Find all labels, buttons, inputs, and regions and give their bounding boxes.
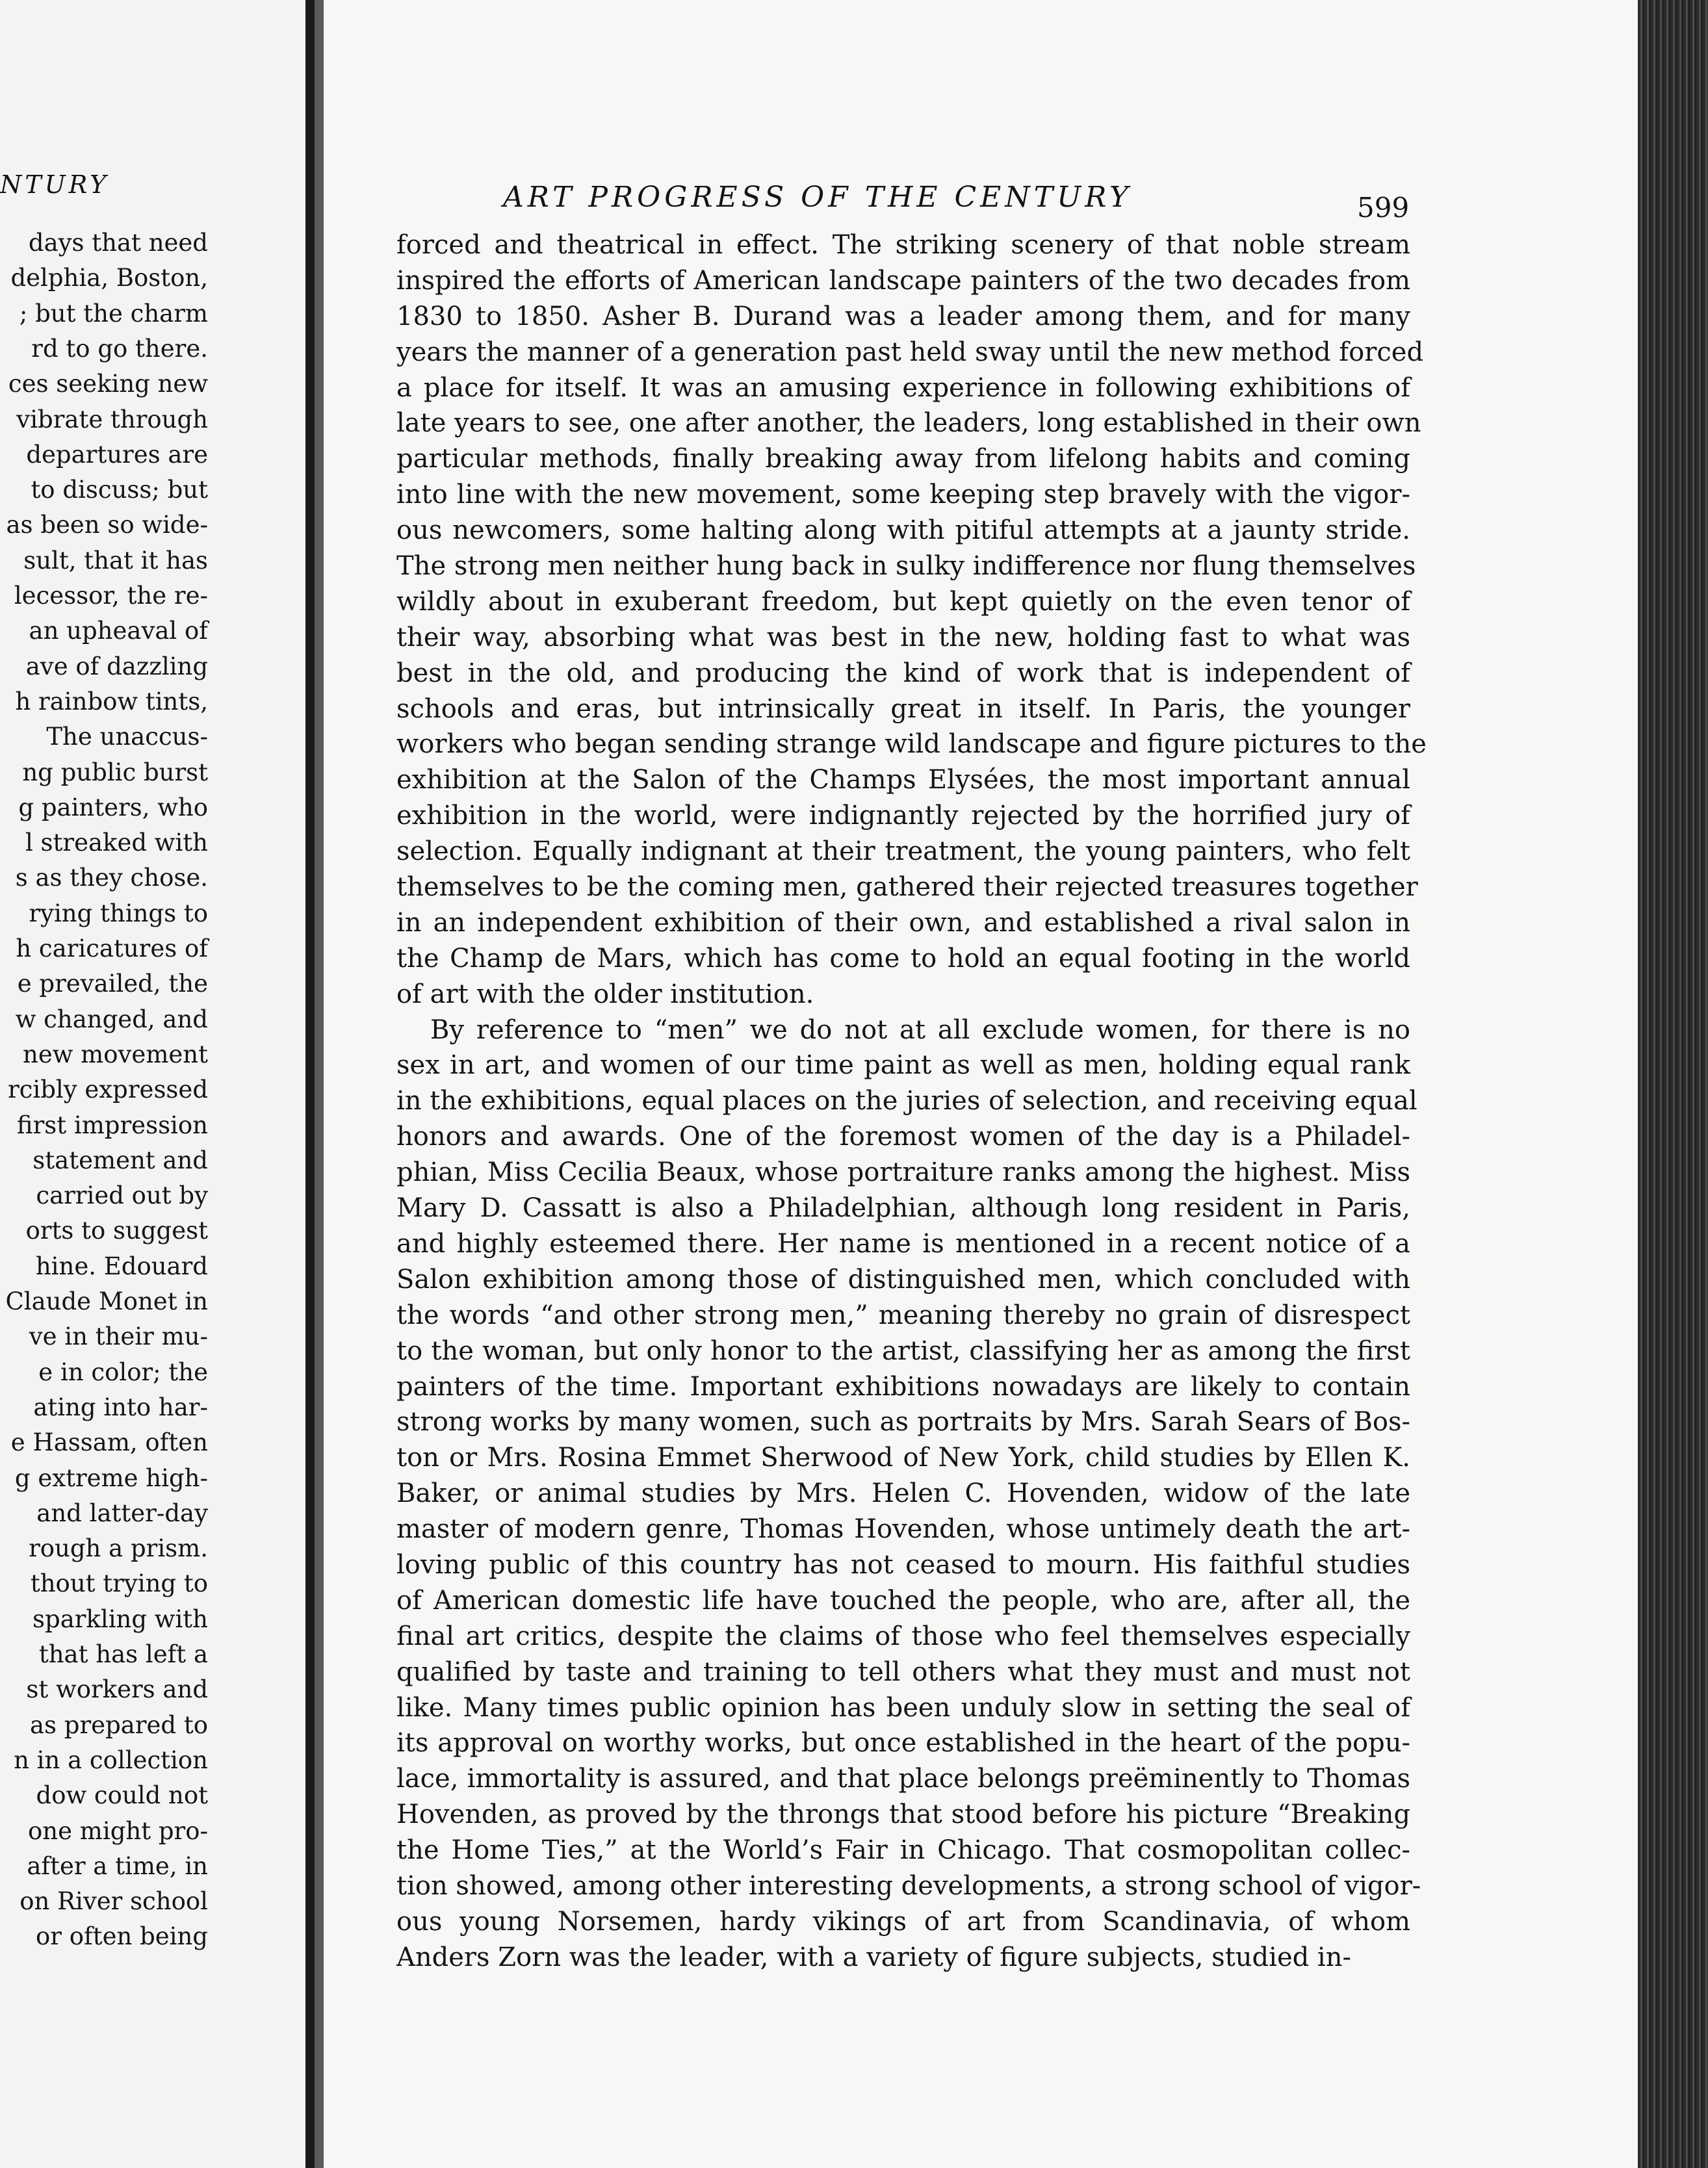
- left-text-fragment: g extreme high-: [14, 1464, 208, 1492]
- text-line: inspired the efforts of American landscape painters of the two decades from: [396, 265, 1410, 296]
- left-text-fragment: e in color; the: [38, 1358, 208, 1386]
- left-text-fragment: h caricatures of: [16, 935, 208, 962]
- text-line: The strong men neither hung back in sulky indifference nor flung themselves: [396, 551, 1416, 582]
- text-line: qualified by taste and training to tell others what they must and must not: [396, 1657, 1410, 1687]
- left-text-fragment: statement and: [32, 1146, 208, 1174]
- text-line: a place for itself. It was an amusing experience in following exhibitions of: [396, 372, 1410, 403]
- text-line: exhibition in the world, were indignantly rejected by the horrified jury of: [396, 801, 1410, 831]
- left-text-fragment: dow could not: [36, 1781, 208, 1810]
- text-line: themselves to be the coming men, gathered their rejected treasures together: [396, 872, 1418, 903]
- left-text-fragment: carried out by: [36, 1181, 208, 1210]
- left-text-fragment: rough a prism.: [29, 1534, 208, 1563]
- text-line: the Champ de Mars, which has come to hold an equal footing in the world: [396, 943, 1410, 974]
- text-line: and highly esteemed there. Her name is mentioned in a recent notice of a: [396, 1228, 1410, 1259]
- left-text-fragment: rying things to: [29, 899, 208, 927]
- book-gutter: [305, 0, 315, 2168]
- text-line: workers who began sending strange wild landscape and figure pictures to the: [396, 729, 1427, 760]
- text-line: like. Many times public opinion has been unduly slow in setting the seal of: [396, 1692, 1410, 1723]
- left-text-fragment: orts to suggest: [25, 1217, 208, 1245]
- book-page-edges: [1638, 0, 1708, 2168]
- text-line: its approval on worthy works, but once established in the heart of the popu-: [396, 1728, 1410, 1759]
- text-line: strong works by many women, such as portraits by Mrs. Sarah Sears of Bos-: [396, 1407, 1410, 1438]
- left-text-fragment: departures are: [26, 440, 208, 469]
- left-text-fragment: ng public burst: [22, 758, 208, 786]
- text-line: tion showed, among other interesting developments, a strong school of vigor-: [396, 1870, 1421, 1901]
- text-line: of American domestic life have touched the people, who are, after all, the: [396, 1585, 1410, 1616]
- text-line: into line with the new movement, some keeping step bravely with the vigor-: [396, 480, 1410, 510]
- text-line: their way, absorbing what was best in the new, holding fast to what was: [396, 622, 1410, 652]
- left-text-fragment: thout trying to: [30, 1569, 208, 1598]
- text-line: the Home Ties,” at the World’s Fair in Chicago. That cosmopolitan collec-: [396, 1835, 1410, 1866]
- left-text-fragment: after a time, in: [27, 1852, 208, 1880]
- text-line: selection. Equally indignant at their treatment, the young painters, who felt: [396, 836, 1410, 867]
- text-line: best in the old, and producing the kind of work that is independent of: [396, 658, 1410, 688]
- left-text-fragment: days that need: [28, 229, 208, 257]
- left-text-fragment: rd to go there.: [31, 334, 208, 363]
- left-text-fragment: sult, that it has: [23, 546, 208, 574]
- left-text-fragment: e prevailed, the: [17, 970, 208, 998]
- left-text-fragment: rcibly expressed: [7, 1076, 208, 1104]
- text-line: Anders Zorn was the leader, with a variety of figure subjects, studied in-: [396, 1942, 1352, 1972]
- left-text-fragment: e Hassam, often: [10, 1428, 208, 1457]
- left-text-fragment: one might pro-: [28, 1816, 208, 1845]
- left-text-fragment: Claude Monet in: [5, 1287, 208, 1315]
- text-line: master of modern genre, Thomas Hovenden, whose untimely death the art-: [396, 1514, 1410, 1545]
- left-text-fragment: lecessor, the re-: [14, 582, 208, 610]
- text-line: ton or Mrs. Rosina Emmet Sherwood of New York, child studies by Ellen K.: [396, 1443, 1410, 1473]
- text-line: in the exhibitions, equal places on the juries of selection, and receiving equal: [396, 1086, 1417, 1116]
- page-number: 599: [1357, 192, 1410, 224]
- text-line: Baker, or animal studies by Mrs. Helen C. Hovenden, widow of the late: [396, 1478, 1410, 1509]
- left-text-fragment: hine. Edouard: [35, 1252, 208, 1280]
- text-line: ous young Norsemen, hardy vikings of art from Scandinavia, of whom: [396, 1906, 1410, 1937]
- left-text-fragment: ating into har-: [33, 1393, 208, 1421]
- text-line: particular methods, finally breaking away from lifelong habits and coming: [396, 444, 1410, 474]
- text-line: late years to see, one after another, the leaders, long established in their own: [396, 408, 1421, 439]
- text-line: Salon exhibition among those of distinguished men, which concluded with: [396, 1264, 1410, 1295]
- left-text-fragment: ; but the charm: [19, 299, 208, 328]
- left-text-fragment: st workers and: [26, 1675, 208, 1704]
- left-text-fragment: s as they chose.: [15, 864, 208, 892]
- text-line: in an independent exhibition of their own, and established a rival salon in: [396, 907, 1410, 938]
- left-text-fragment: an upheaval of: [29, 617, 208, 645]
- left-running-head: NTURY: [0, 170, 110, 199]
- running-head: ART PROGRESS OF THE CENTURY: [502, 181, 1133, 214]
- text-line: exhibition at the Salon of the Champs Elysées, the most important annual: [396, 765, 1410, 795]
- left-text-fragment: delphia, Boston,: [10, 264, 208, 292]
- text-line: painters of the time. Important exhibitions nowadays are likely to contain: [396, 1371, 1410, 1402]
- text-line: of art with the older institution.: [396, 979, 814, 1009]
- text-line: schools and eras, but intrinsically great in itself. In Paris, the younger: [396, 693, 1410, 724]
- text-line: to the woman, but only honor to the artist, classifying her as among the first: [396, 1336, 1410, 1366]
- left-text-fragment: g painters, who: [18, 793, 208, 821]
- text-line: 1830 to 1850. Asher B. Durand was a leader among them, and for many: [396, 301, 1410, 331]
- left-text-fragment: sparkling with: [32, 1605, 208, 1633]
- left-page: [0, 0, 305, 2168]
- left-text-fragment: w changed, and: [15, 1005, 208, 1033]
- left-text-fragment: that has left a: [38, 1640, 208, 1668]
- left-text-fragment: vibrate through: [16, 405, 208, 433]
- text-line: the words “and other strong men,” meaning thereby no grain of disrespect: [396, 1300, 1410, 1330]
- page-edge-shadow: [315, 0, 324, 2168]
- text-line: Mary D. Cassatt is also a Philadelphian, although long resident in Paris,: [396, 1193, 1410, 1224]
- body-text: [396, 227, 1427, 1976]
- left-text-fragment: l streaked with: [25, 829, 208, 857]
- left-text-fragment: n in a collection: [14, 1746, 208, 1774]
- text-line: sex in art, and women of our time paint as well as men, holding equal rank: [396, 1050, 1410, 1081]
- left-text-fragment: to discuss; but: [31, 476, 208, 504]
- left-text-fragment: first impression: [16, 1111, 208, 1139]
- text-line: ous newcomers, some halting along with pitiful attempts at a jaunty stride.: [396, 515, 1410, 546]
- text-line: loving public of this country has not ceased to mourn. His faithful studies: [396, 1549, 1410, 1580]
- right-page: [324, 0, 1638, 2168]
- left-text-fragment: new movement: [23, 1040, 208, 1068]
- text-line: Hovenden, as proved by the throngs that stood before his picture “Breaking: [396, 1800, 1410, 1830]
- left-text-fragment: or often being: [36, 1922, 208, 1951]
- left-text-fragment: The unaccus-: [46, 723, 208, 751]
- text-line: forced and theatrical in effect. The striking scenery of that noble stream: [396, 230, 1410, 260]
- text-line: By reference to “men” we do not at all exclude women, for there is no: [430, 1014, 1410, 1045]
- text-line: years the manner of a generation past held sway until the new method forced: [396, 337, 1424, 367]
- left-text-fragment: as been so wide-: [6, 511, 208, 539]
- text-line: final art critics, despite the claims of those who feel themselves especially: [396, 1621, 1410, 1651]
- left-text-fragment: on River school: [19, 1887, 208, 1916]
- left-text-fragment: h rainbow tints,: [15, 687, 208, 716]
- text-line: phian, Miss Cecilia Beaux, whose portraiture ranks among the highest. Miss: [396, 1157, 1410, 1188]
- left-text-fragment: as prepared to: [30, 1710, 208, 1739]
- left-text-fragment: ces seeking new: [8, 370, 208, 398]
- left-text-fragment: ve in their mu-: [29, 1323, 208, 1351]
- text-line: lace, immortality is assured, and that place belongs preëminently to Thomas: [396, 1764, 1410, 1794]
- left-text-fragment: and latter-day: [36, 1499, 208, 1527]
- text-line: wildly about in exuberant freedom, but kept quietly on the even tenor of: [396, 586, 1410, 617]
- left-text-fragment: ave of dazzling: [25, 652, 208, 680]
- text-line: honors and awards. One of the foremost women of the day is a Philadel-: [396, 1122, 1410, 1152]
